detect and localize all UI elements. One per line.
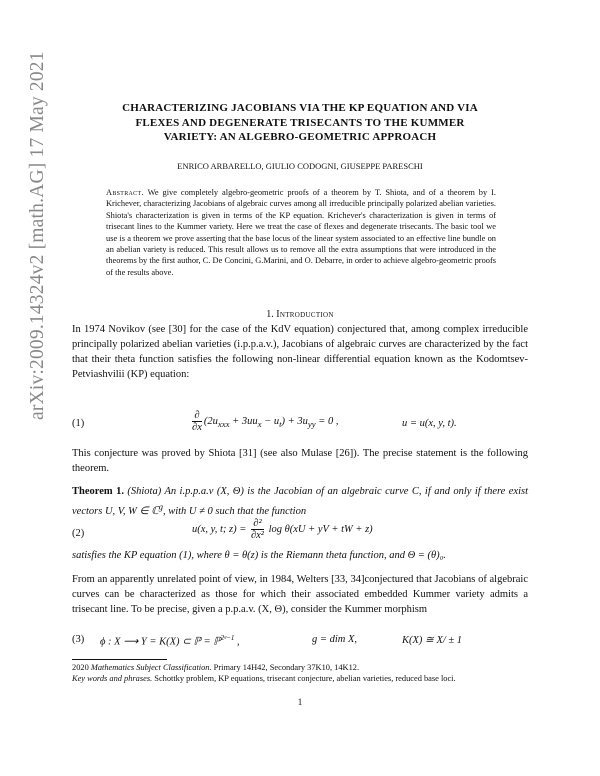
kp-equation: $\frac{\partial}{\partial x}$ $(2u_{xxx} + 3uu_x - u_t) + 3u_{yy} = 0$ ,: [192, 410, 339, 433]
genus-definition: g = dim X,: [312, 634, 357, 645]
kummer-morphism: ϕ : X ⟶ Y = K(X) ⊂ ℙ = ℙ$^{2ᵍ-1}$ ,: [100, 634, 240, 648]
equation-number: (3): [72, 634, 85, 645]
equation-2: [72, 518, 528, 548]
equation-number: (1): [72, 418, 85, 429]
kummer-isomorphism: K(X) ≅ X/ ± 1: [402, 635, 463, 646]
paragraph: From an apparently unrelated point of view, in 1984, Welters [33, 34]conjectured that Jacobians of algebraic curves can be characterized as those for which their associated embedded Kummer variety admits a trisecant line. To be precise, given a p.p.a.v. (X, Θ), consider the Kummer morphism: [72, 574, 528, 615]
paragraph: This conjecture was proved by Shiota [31] (see also Mulase [26]). The precise statement is the following theorem.: [72, 448, 528, 474]
paper-title: [70, 101, 530, 145]
section-title: Introduction: [276, 309, 334, 320]
theorem-continuation: satisfies the KP equation (1), where θ = θ(z) is the Riemann theta function, and Θ = (θ)₀.: [72, 550, 446, 561]
footnote-divider: [72, 659, 167, 660]
title-line: VARIETY: AN ALGEBRO-GEOMETRIC APPROACH: [163, 131, 437, 143]
abstract-label: Abstract.: [106, 188, 144, 197]
theorem-text: (Shiota) An i.p.p.a.v (X, Θ) is the Jacobian of an algebraic curve C, if and only if there exist vectors U, V, W ∈ ℂ$^g$, with U ≠ 0 such that the function: [72, 486, 529, 517]
equation-1: [72, 410, 528, 440]
partial-derivative: $\frac{\partial}{\partial x}$: [192, 410, 202, 433]
intro-paragraph: In 1974 Novikov (see [30] for the case of the KdV equation) conjectured that, among complex irreducible principally polarized abelian varieties (i.p.p.a.v.), Jacobians of algebraic curves are characterized by the fact that their theta function satisfies the following non-linear differential equation known as the Kodomtsev-Petviashvilii (KP) equation:: [72, 324, 528, 380]
section-number: 1.: [266, 309, 274, 320]
section-heading: [70, 309, 530, 320]
equation-rhs: u = u(x, y, t).: [402, 418, 457, 429]
author-list: ENRICO ARBARELLO, GIULIO CODOGNI, GIUSEPPE PARESCHI: [177, 161, 423, 171]
title-line: CHARACTERIZING JACOBIANS VIA THE KP EQUATION AND VIA: [122, 102, 478, 114]
arxiv-identifier[interactable]: arXiv:2009.14324v2 [math.AG] 17 May 2021: [27, 51, 48, 420]
second-derivative: $\frac{\text{∂²}}{\text{∂x²}}$: [250, 518, 264, 541]
keywords-footnote: Key words and phrases. Schottky problem, KP equations, trisecant conjecture, abelian varieties, reduced base loci.: [72, 674, 456, 683]
theta-equation: u(x, y, t; z) = $\frac{\text{∂²}}{\text{∂x²}}$ log θ(xU + yV + tW + z): [192, 518, 373, 541]
title-line: FLEXES AND DEGENERATE TRISECANTS TO THE KUMMER: [135, 116, 465, 129]
theorem-1: [72, 484, 528, 519]
abstract-text: We give completely algebro-geometric proofs of a theorem by T. Shiota, and of a theorem by I. Krichever, characterizing Jacobians of algebraic curves among all irreducible principally polarized abelian varieties. Shiota's characterization is given in terms of the KP equation. Krichever's characterization is given in terms of trisecant lines to the Kummer variety. Here we treat the case of flexes and degenerate trisecants. The basic tool we use is a theorem we prove asserting that the base locus of the linear system associated to an effective line bundle on an abelian variety is reduced. This result allows us to remove all the extra assumptions that were introduced in the theorems by the first author, C. De Concini, G.Marini, and O. Debarre, in order to achieve algebro-geometric proofs of the results above.: [106, 188, 496, 277]
page-number: 1: [297, 697, 303, 707]
theorem-label: Theorem 1.: [72, 486, 124, 497]
abstract: [106, 187, 496, 278]
msc-footnote: 2020 Mathematics Subject Classification. Primary 14H42, Secondary 37K10, 14K12.: [72, 663, 360, 672]
equation-number: (2): [72, 528, 85, 539]
equation-3: [72, 634, 528, 650]
